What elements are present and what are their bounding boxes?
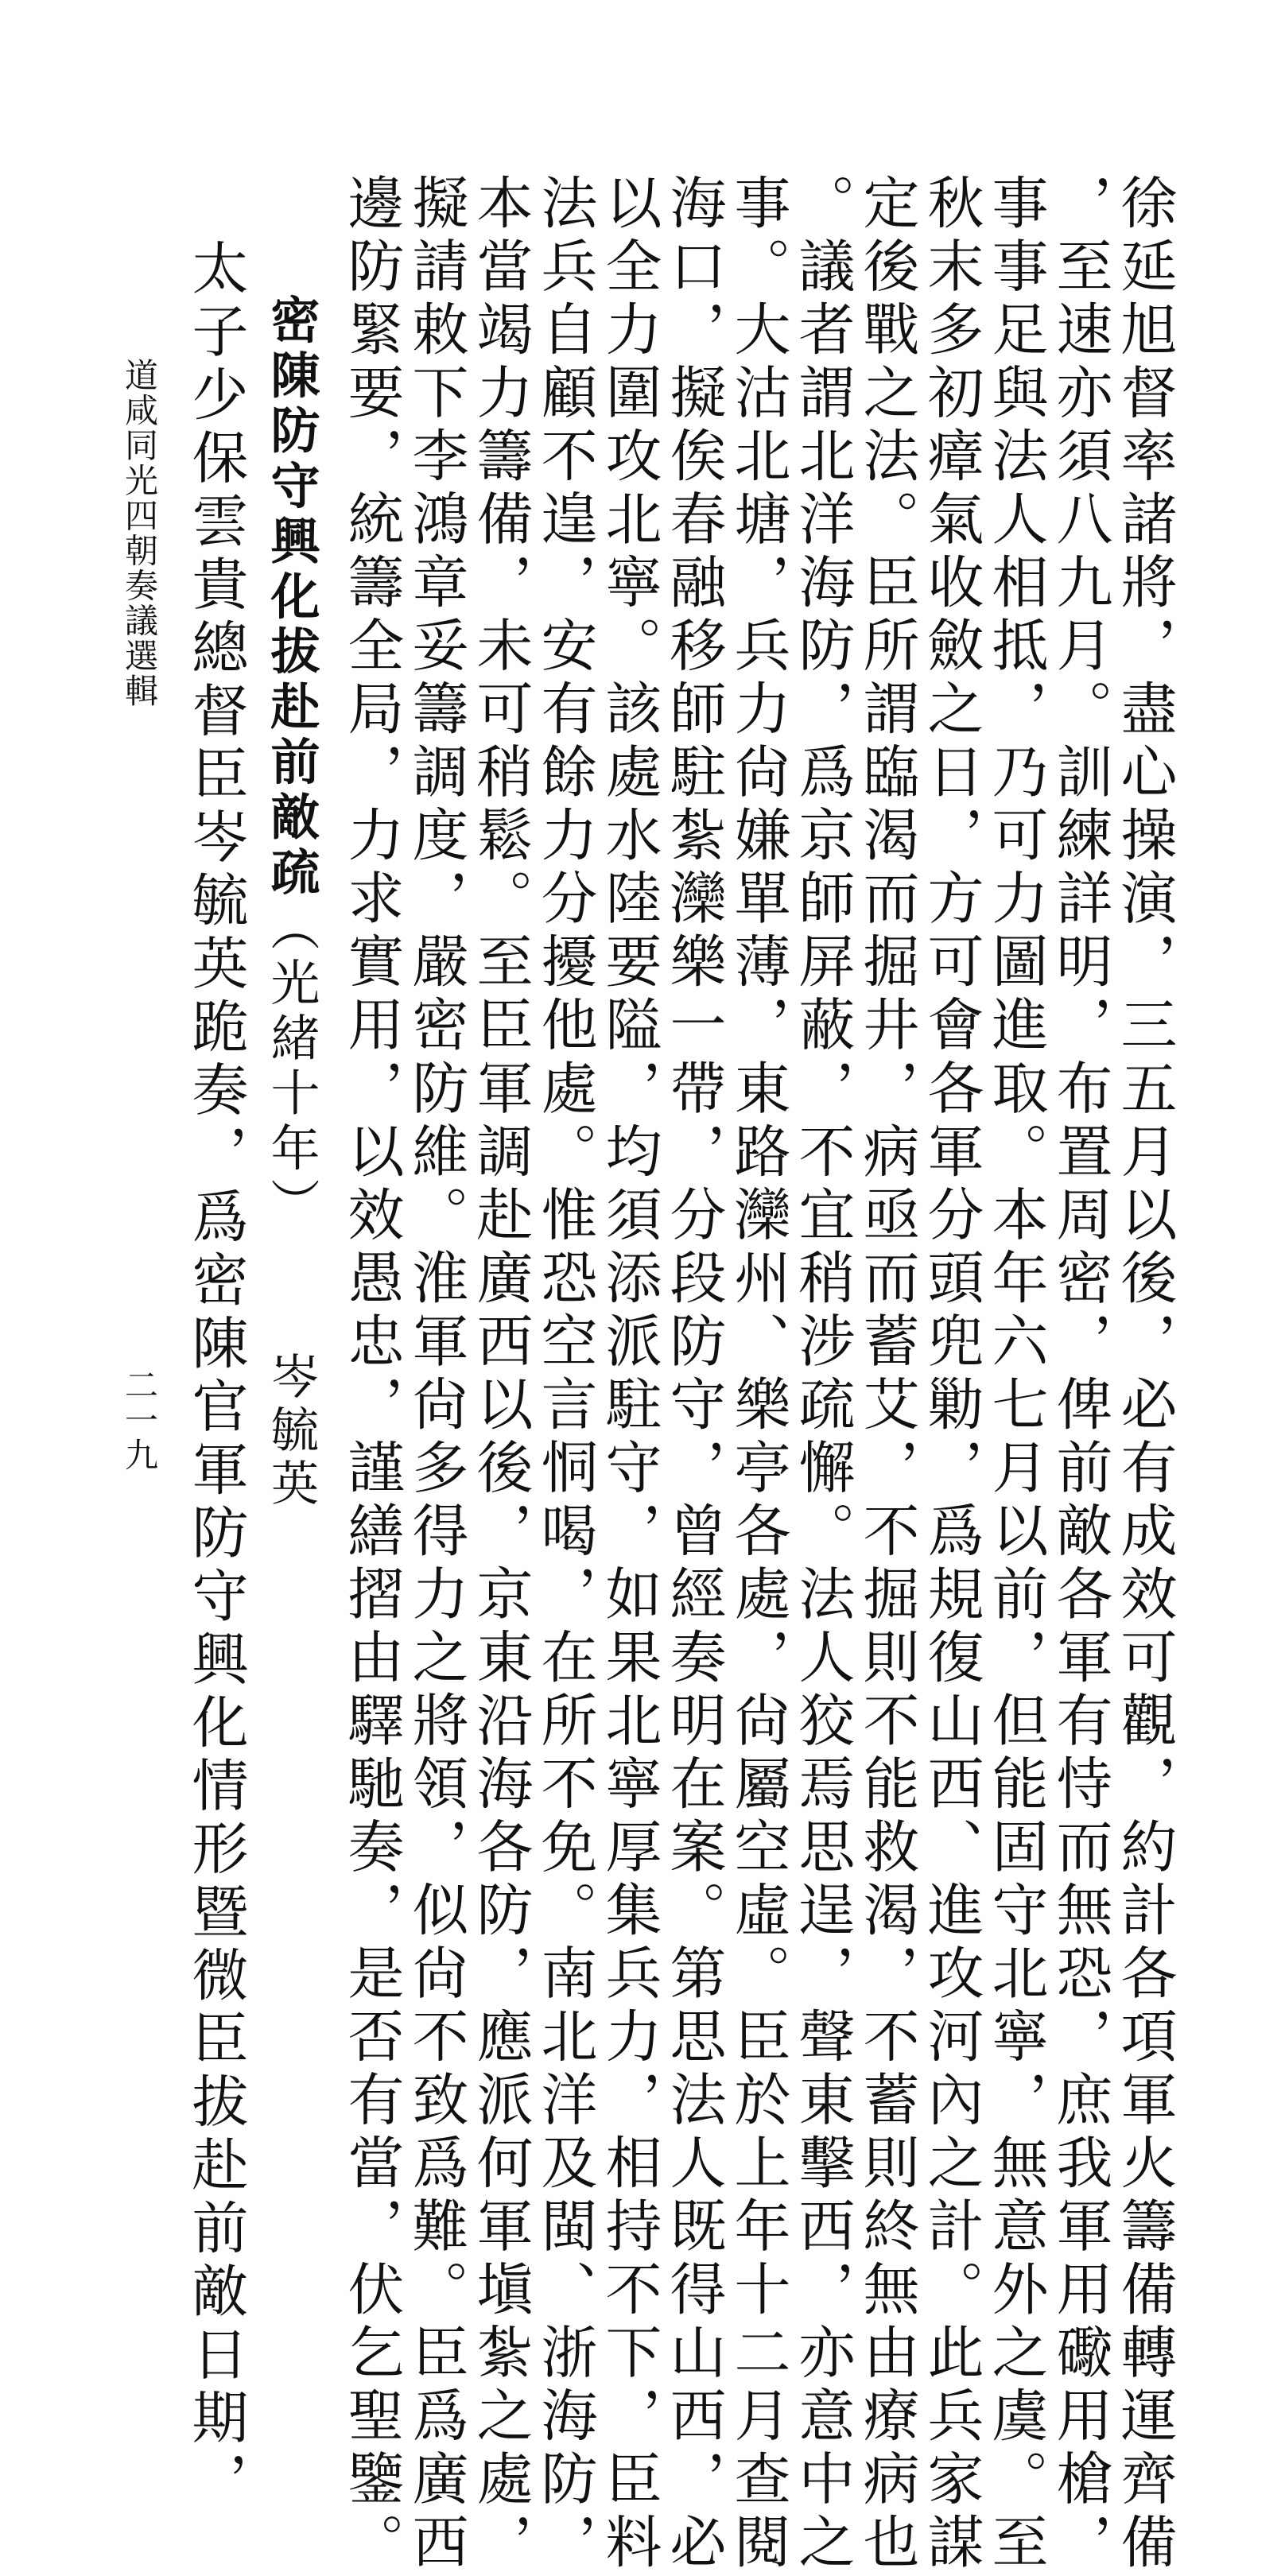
- body-line: 本當竭力籌備，未可稍鬆。至臣軍調赴廣西以後，京東沿海各防，應派何軍塡紮之處，: [468, 173, 534, 2576]
- body-line: 秋末多初瘴氣收斂之日，方可會各軍分頭兜勦，爲規復山西、進攻河內之計。此兵家謀: [918, 173, 984, 2576]
- memorial-title: 密陳防守興化拔赴前敵疏: [262, 294, 320, 902]
- body-line: 定後戰之法。臣所謂臨渴而掘井，病亟而蓄艾，不掘則不能救渴，不蓄則終無由療病也: [854, 173, 920, 2576]
- author-name: 岑毓英: [263, 1352, 319, 1512]
- body-line: 法兵自顧不遑，安有餘力分擾他處。惟恐空言恫喝，在所不免。南北洋及閩、浙海防，: [532, 173, 598, 2576]
- memorial-date-note: （光緒十年）: [262, 901, 320, 1233]
- body-line: 擬請敕下李鴻章妥籌調度，嚴密防維。淮軍尙多得力之將領，似尙不致爲難。臣爲廣西: [403, 173, 469, 2576]
- body-line: 徐延旭督率諸將，盡心操演，三五月以後，必有成效可觀，約計各項軍火籌備轉運齊備: [1112, 173, 1178, 2576]
- body-line: 事事足與法人相抵，乃可力圖進取。本年六七月以前，但能固守北寧，無意外之虞。至: [983, 173, 1049, 2576]
- body-line: 邊防緊要，統籌全局，力求實用，以效愚忠，謹繕摺由驛馳奏，是否有當，伏乞聖鑒。: [339, 173, 405, 2576]
- body-line: 海口，擬俟春融移師駐紮灤樂一帶，分段防守，曾經奏明在案。第思法人既得山西，必: [661, 173, 727, 2576]
- body-line: 事。大沽北塘，兵力尙嫌單薄，東路灤州、樂亭各處，尙屬空虛。臣於上年十二月查閱: [725, 173, 791, 2576]
- page-number: 二一九: [120, 1368, 159, 1473]
- body-line: 。議者謂北洋海防，爲京師屏蔽，不宜稍涉疏懈。法人狡焉思逞，聲東擊西，亦意中之: [790, 173, 856, 2576]
- body-line: 以全力圍攻北寧。該處水陸要隘，均須添派駐守，如果北寧厚集兵力，相持不下，臣料: [596, 173, 662, 2576]
- running-title: 道咸同光四朝奏議選輯: [120, 358, 159, 708]
- body-line: ，至速亦須八九月。訓練詳明，布置周密，俾前敵各軍有恃而無恐，庶我軍用礮用槍，: [1047, 173, 1113, 2576]
- opening-line: 太子少保雲貴總督臣岑毓英跪奏，爲密陳官軍防守興化情形暨微臣拔赴前敵日期，: [183, 239, 249, 2515]
- memorial-title-column: [259, 294, 323, 1232]
